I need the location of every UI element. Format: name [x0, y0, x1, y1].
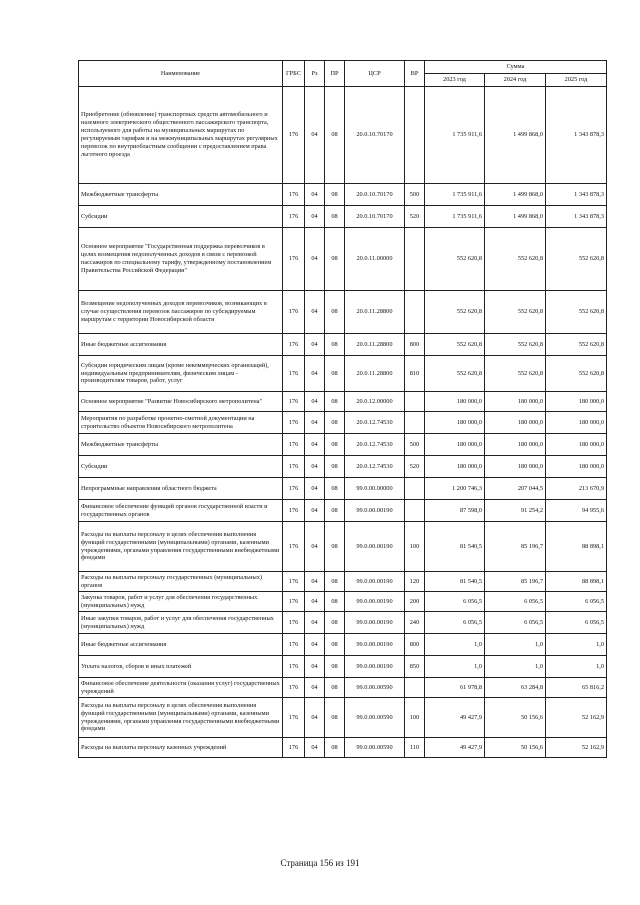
table-row [79, 456, 607, 478]
row-csr: 20.0.11.28800 [345, 291, 405, 334]
row-amount-2024: 552 620,8 [485, 334, 546, 356]
table-header [79, 61, 607, 87]
row-rz: 04 [305, 678, 325, 698]
table-row [79, 228, 607, 291]
row-name: Межбюджетные трансферты [79, 184, 283, 206]
row-vr [405, 412, 425, 434]
row-csr: 20.0.11.28800 [345, 356, 405, 392]
row-grbs: 176 [283, 456, 305, 478]
row-name: Субсидии [79, 456, 283, 478]
row-vr [405, 228, 425, 291]
table-row [79, 87, 607, 184]
table-row [79, 412, 607, 434]
row-csr: 99.0.00.00590 [345, 698, 405, 738]
row-grbs: 176 [283, 334, 305, 356]
row-csr: 99.0.00.00190 [345, 634, 405, 656]
row-vr [405, 478, 425, 500]
header-grbs: ГРБС [283, 61, 305, 87]
row-name: Непрограммные направления областного бюджета [79, 478, 283, 500]
row-csr: 99.0.00.00590 [345, 738, 405, 758]
row-amount-2023: 49 427,9 [425, 698, 485, 738]
row-grbs: 176 [283, 678, 305, 698]
row-csr: 20.0.12.74530 [345, 456, 405, 478]
row-amount-2023: 1,0 [425, 634, 485, 656]
row-amount-2023: 180 000,0 [425, 392, 485, 412]
row-grbs: 176 [283, 87, 305, 184]
row-rz: 04 [305, 634, 325, 656]
row-amount-2025: 552 620,8 [546, 291, 607, 334]
row-amount-2024: 180 000,0 [485, 412, 546, 434]
table-row [79, 738, 607, 758]
row-amount-2025: 1,0 [546, 656, 607, 678]
table-row [79, 392, 607, 412]
row-amount-2024: 552 620,8 [485, 291, 546, 334]
row-csr: 99.0.00.00190 [345, 572, 405, 592]
row-pr: 08 [325, 592, 345, 612]
header-rz: Рз [305, 61, 325, 87]
row-amount-2025: 52 162,9 [546, 738, 607, 758]
row-rz: 04 [305, 434, 325, 456]
row-amount-2025: 88 898,1 [546, 522, 607, 572]
row-amount-2025: 180 000,0 [546, 434, 607, 456]
row-grbs: 176 [283, 500, 305, 522]
row-rz: 04 [305, 356, 325, 392]
row-amount-2025: 94 955,6 [546, 500, 607, 522]
row-amount-2025: 1 343 878,3 [546, 206, 607, 228]
row-vr: 800 [405, 334, 425, 356]
row-rz: 04 [305, 392, 325, 412]
row-name: Возмещение недополученных доходов перевозчиков, возникающих в случае осуществления перевозок пассажиров по субсидируемым маршрутам с территории Новосибирской области [79, 291, 283, 334]
row-amount-2023: 1 735 911,6 [425, 184, 485, 206]
row-pr: 08 [325, 184, 345, 206]
row-pr: 08 [325, 356, 345, 392]
row-pr: 08 [325, 334, 345, 356]
row-amount-2023: 552 620,8 [425, 334, 485, 356]
row-grbs: 176 [283, 698, 305, 738]
row-amount-2024: 180 000,0 [485, 434, 546, 456]
row-amount-2024: 6 056,5 [485, 592, 546, 612]
row-rz: 04 [305, 698, 325, 738]
row-amount-2024: 50 156,6 [485, 698, 546, 738]
header-2024: 2024 год [485, 74, 546, 87]
row-amount-2023: 87 598,0 [425, 500, 485, 522]
row-amount-2023: 180 000,0 [425, 434, 485, 456]
table-row [79, 572, 607, 592]
header-name: Наименование [79, 61, 283, 87]
row-csr: 20.0.10.70170 [345, 184, 405, 206]
row-pr: 08 [325, 738, 345, 758]
row-pr: 08 [325, 291, 345, 334]
row-name: Финансовое обеспечение функций органов государственной власти и государственных органов [79, 500, 283, 522]
row-grbs: 176 [283, 291, 305, 334]
row-amount-2024: 91 254,2 [485, 500, 546, 522]
row-amount-2023: 180 000,0 [425, 412, 485, 434]
row-amount-2025: 65 816,2 [546, 678, 607, 698]
row-csr: 99.0.00.00190 [345, 500, 405, 522]
row-amount-2025: 6 056,5 [546, 592, 607, 612]
table-body [79, 87, 607, 758]
row-amount-2023: 81 540,5 [425, 522, 485, 572]
table-row [79, 356, 607, 392]
row-csr: 20.0.12.74530 [345, 412, 405, 434]
row-rz: 04 [305, 87, 325, 184]
row-amount-2023: 552 620,8 [425, 228, 485, 291]
row-vr [405, 500, 425, 522]
row-pr: 08 [325, 612, 345, 634]
row-csr: 99.0.00.00190 [345, 612, 405, 634]
row-amount-2024: 207 044,5 [485, 478, 546, 500]
row-rz: 04 [305, 206, 325, 228]
table-row [79, 206, 607, 228]
row-amount-2023: 49 427,9 [425, 738, 485, 758]
row-grbs: 176 [283, 612, 305, 634]
row-amount-2024: 1 499 868,0 [485, 184, 546, 206]
table-row [79, 592, 607, 612]
row-vr: 810 [405, 356, 425, 392]
table-row [79, 184, 607, 206]
row-amount-2023: 1 200 746,3 [425, 478, 485, 500]
row-amount-2025: 88 898,1 [546, 572, 607, 592]
row-grbs: 176 [283, 478, 305, 500]
row-name: Субсидии [79, 206, 283, 228]
table-row [79, 291, 607, 334]
table-row [79, 434, 607, 456]
row-pr: 08 [325, 500, 345, 522]
page-number: Страница 156 из 191 [280, 858, 360, 868]
header-sum: Сумма [425, 61, 607, 74]
row-amount-2025: 1 343 878,3 [546, 87, 607, 184]
row-amount-2024: 552 620,8 [485, 356, 546, 392]
row-grbs: 176 [283, 656, 305, 678]
row-amount-2024: 50 156,6 [485, 738, 546, 758]
row-vr: 520 [405, 206, 425, 228]
row-amount-2024: 180 000,0 [485, 392, 546, 412]
row-csr: 20.0.10.70170 [345, 206, 405, 228]
table-row [79, 678, 607, 698]
row-csr: 99.0.00.00590 [345, 678, 405, 698]
row-name: Мероприятия по разработке проектно-сметной документации на строительство объектов Новосибирского метрополитена [79, 412, 283, 434]
header-2023: 2023 год [425, 74, 485, 87]
row-name: Межбюджетные трансферты [79, 434, 283, 456]
row-csr: 20.0.12.74530 [345, 434, 405, 456]
row-name: Иные закупки товаров, работ и услуг для обеспечения государственных (муниципальных) нужд [79, 612, 283, 634]
row-grbs: 176 [283, 738, 305, 758]
row-amount-2025: 180 000,0 [546, 412, 607, 434]
row-vr: 240 [405, 612, 425, 634]
row-rz: 04 [305, 572, 325, 592]
row-rz: 04 [305, 522, 325, 572]
row-pr: 08 [325, 572, 345, 592]
row-name: Финансовое обеспечение деятельности (оказания услуг) государственных учреждений [79, 678, 283, 698]
row-grbs: 176 [283, 392, 305, 412]
row-rz: 04 [305, 412, 325, 434]
row-amount-2025: 6 056,5 [546, 612, 607, 634]
row-amount-2024: 6 056,5 [485, 612, 546, 634]
row-amount-2023: 81 540,5 [425, 572, 485, 592]
row-csr: 99.0.00.00190 [345, 522, 405, 572]
row-vr [405, 87, 425, 184]
row-rz: 04 [305, 456, 325, 478]
row-name: Субсидии юридическим лицам (кроме некоммерческих организаций), индивидуальным предпринимателям, физическим лицам - производителям товаров, работ, услуг [79, 356, 283, 392]
row-rz: 04 [305, 291, 325, 334]
row-name: Расходы на выплаты персоналу казенных учреждений [79, 738, 283, 758]
row-amount-2024: 180 000,0 [485, 456, 546, 478]
row-vr: 100 [405, 698, 425, 738]
row-vr [405, 392, 425, 412]
row-vr: 110 [405, 738, 425, 758]
row-vr: 500 [405, 434, 425, 456]
row-grbs: 176 [283, 228, 305, 291]
row-amount-2025: 213 670,9 [546, 478, 607, 500]
row-amount-2023: 552 620,8 [425, 291, 485, 334]
row-amount-2024: 1 499 868,0 [485, 87, 546, 184]
row-name: Основное мероприятие "Развитие Новосибирского метрополитена" [79, 392, 283, 412]
row-amount-2023: 1 735 911,6 [425, 87, 485, 184]
row-rz: 04 [305, 334, 325, 356]
row-amount-2024: 552 620,8 [485, 228, 546, 291]
row-name: Иные бюджетные ассигнования [79, 334, 283, 356]
row-amount-2025: 552 620,8 [546, 334, 607, 356]
row-rz: 04 [305, 500, 325, 522]
row-grbs: 176 [283, 356, 305, 392]
table-row [79, 522, 607, 572]
row-pr: 08 [325, 228, 345, 291]
row-name: Приобретение (обновление) транспортных средств автомобильного и наземного электрического общественного пассажирского транспорта, используемого для работы на муниципальных маршрутах по регулируемым тарифам и на межмуниципальных маршрутах регулярных перевозок по внутриобластным сообщении с предоставлением права льготного проезда [79, 87, 283, 184]
row-pr: 08 [325, 522, 345, 572]
table-row [79, 478, 607, 500]
row-pr: 08 [325, 392, 345, 412]
row-pr: 08 [325, 87, 345, 184]
row-name: Расходы на выплаты персоналу в целях обеспечения выполнения функций государственными (муниципальными) органами, казенными учреждениями, органами управления государственными внебюджетными фондами [79, 522, 283, 572]
row-amount-2023: 552 620,8 [425, 356, 485, 392]
row-pr: 08 [325, 656, 345, 678]
row-name: Иные бюджетные ассигнования [79, 634, 283, 656]
row-amount-2023: 6 056,5 [425, 612, 485, 634]
header-pr: ПР [325, 61, 345, 87]
row-pr: 08 [325, 478, 345, 500]
header-csr: ЦСР [345, 61, 405, 87]
row-csr: 20.0.11.28800 [345, 334, 405, 356]
table-row [79, 334, 607, 356]
row-name: Уплата налогов, сборов и иных платежей [79, 656, 283, 678]
row-amount-2024: 1,0 [485, 634, 546, 656]
row-grbs: 176 [283, 184, 305, 206]
row-amount-2024: 85 196,7 [485, 522, 546, 572]
row-amount-2024: 1 499 868,0 [485, 206, 546, 228]
row-amount-2023: 6 056,5 [425, 592, 485, 612]
row-vr: 100 [405, 522, 425, 572]
row-name: Расходы на выплаты персоналу государственных (муниципальных) органов [79, 572, 283, 592]
row-grbs: 176 [283, 206, 305, 228]
row-amount-2024: 85 196,7 [485, 572, 546, 592]
row-grbs: 176 [283, 592, 305, 612]
header-vr: ВР [405, 61, 425, 87]
row-rz: 04 [305, 592, 325, 612]
row-rz: 04 [305, 612, 325, 634]
row-amount-2025: 180 000,0 [546, 456, 607, 478]
table-row [79, 656, 607, 678]
row-rz: 04 [305, 228, 325, 291]
row-amount-2024: 63 284,8 [485, 678, 546, 698]
row-vr: 500 [405, 184, 425, 206]
row-csr: 20.0.10.70170 [345, 87, 405, 184]
row-vr [405, 291, 425, 334]
row-pr: 08 [325, 412, 345, 434]
row-pr: 08 [325, 456, 345, 478]
row-pr: 08 [325, 206, 345, 228]
header-2025: 2025 год [546, 74, 607, 87]
row-grbs: 176 [283, 434, 305, 456]
row-vr: 800 [405, 634, 425, 656]
row-amount-2023: 1,0 [425, 656, 485, 678]
row-amount-2025: 1,0 [546, 634, 607, 656]
table-row [79, 634, 607, 656]
row-rz: 04 [305, 184, 325, 206]
row-grbs: 176 [283, 522, 305, 572]
row-csr: 99.0.00.00190 [345, 592, 405, 612]
table-row [79, 500, 607, 522]
table-row [79, 698, 607, 738]
budget-table [78, 60, 607, 758]
row-amount-2025: 552 620,8 [546, 356, 607, 392]
row-vr [405, 678, 425, 698]
row-amount-2025: 180 000,0 [546, 392, 607, 412]
row-name: Закупка товаров, работ и услуг для обеспечения государственных (муниципальных) нужд [79, 592, 283, 612]
row-vr: 200 [405, 592, 425, 612]
row-pr: 08 [325, 698, 345, 738]
row-name: Основное мероприятие "Государственная поддержка перевозчиков в целях возмещения недополученных доходов в связи с перевозкой пассажиров по специальному тарифу, утвержденному постановлением Правительства Российской Федерации" [79, 228, 283, 291]
row-amount-2023: 1 735 911,6 [425, 206, 485, 228]
row-grbs: 176 [283, 634, 305, 656]
row-vr: 120 [405, 572, 425, 592]
row-csr: 99.0.00.00000 [345, 478, 405, 500]
table-row [79, 612, 607, 634]
row-amount-2023: 180 000,0 [425, 456, 485, 478]
row-amount-2024: 1,0 [485, 656, 546, 678]
row-amount-2025: 552 620,8 [546, 228, 607, 291]
row-pr: 08 [325, 634, 345, 656]
row-amount-2025: 52 162,9 [546, 698, 607, 738]
row-vr: 850 [405, 656, 425, 678]
row-grbs: 176 [283, 572, 305, 592]
row-csr: 20.0.12.00000 [345, 392, 405, 412]
row-rz: 04 [305, 478, 325, 500]
row-grbs: 176 [283, 412, 305, 434]
row-rz: 04 [305, 738, 325, 758]
row-name: Расходы на выплаты персоналу в целях обеспечения выполнения функций государственными (муниципальными) органами, казенными учреждениями, органами управления государственными внебюджетными фондами [79, 698, 283, 738]
row-amount-2025: 1 343 878,3 [546, 184, 607, 206]
row-amount-2023: 61 978,8 [425, 678, 485, 698]
row-rz: 04 [305, 656, 325, 678]
row-csr: 20.0.11.00000 [345, 228, 405, 291]
row-pr: 08 [325, 434, 345, 456]
row-pr: 08 [325, 678, 345, 698]
row-vr: 520 [405, 456, 425, 478]
row-csr: 99.0.00.00190 [345, 656, 405, 678]
